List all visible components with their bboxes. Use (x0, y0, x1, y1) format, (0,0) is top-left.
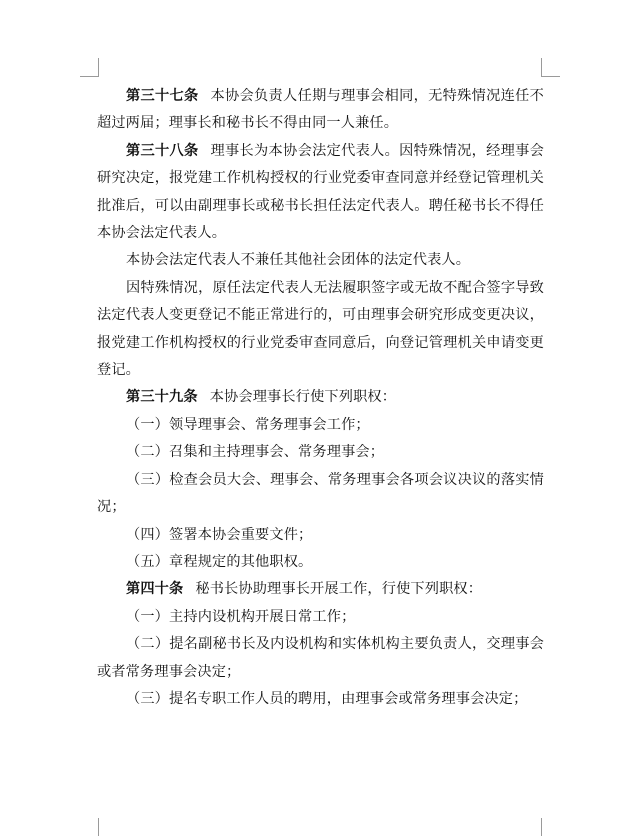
article-text: 理事长为本协会法定代表人。因特殊情况，经理事会研究决定，报党建工作机构授权的行业党委审查同意并经登记管理机关批准后，可以由副理事长或秘书长担任法定代表人。聘任秘书长不得任本协会法定代表人。 (97, 142, 544, 242)
list-item (97, 549, 544, 576)
margin-marker-bottom-left (80, 818, 99, 836)
list-item-text: （二）提名副秘书长及内设机构和实体机构主要负责人，交理事会或者常务理事会决定； (97, 636, 544, 680)
list-item (97, 604, 544, 631)
list-item-text: （四）签署本协会重要文件； (126, 526, 313, 543)
list-item-text: （五）章程规定的其他职权。 (126, 553, 313, 570)
margin-marker-top-left (80, 58, 99, 77)
document-body (97, 83, 544, 713)
paragraph (97, 275, 544, 385)
list-item (97, 686, 544, 713)
article-38 (97, 138, 544, 248)
paragraph-text: 本协会法定代表人不兼任其他社会团体的法定代表人。 (126, 252, 471, 269)
margin-marker-top-right (541, 58, 560, 77)
article-text: 秘书长协助理事长开展工作，行使下列职权： (195, 581, 483, 598)
list-item-text: （一）主持内设机构开展日常工作； (126, 608, 356, 625)
paragraph-text: 因特殊情况，原任法定代表人无法履职签字或无故不配合签字导致法定代表人变更登记不能正常进行的，可由理事会研究形成变更决议，报党建工作机构授权的行业党委审查同意后，向登记管理机关申请变更登记。 (97, 279, 544, 379)
article-text: 本协会理事长行使下列职权： (209, 389, 397, 406)
list-item-text: （三）提名专职工作人员的聘用，由理事会或常务理事会决定； (126, 690, 528, 707)
list-item (97, 439, 544, 466)
list-item-text: （三）检查会员大会、理事会、常务理事会各项会议决议的落实情况； (97, 471, 544, 516)
list-item (97, 522, 544, 549)
list-item (97, 467, 544, 522)
article-heading: 第三十八条 (126, 142, 199, 159)
article-40 (97, 576, 544, 603)
list-item (97, 631, 544, 686)
article-heading: 第三十九条 (126, 389, 198, 406)
article-heading: 第四十条 (126, 581, 184, 598)
paragraph (97, 247, 544, 274)
article-37 (97, 83, 544, 138)
article-heading: 第三十七条 (126, 88, 199, 104)
article-39 (97, 384, 544, 411)
margin-marker-bottom-right (541, 818, 560, 836)
list-item-text: （一）领导理事会、常务理事会工作； (126, 416, 370, 433)
list-item-text: （二）召集和主持理事会、常务理事会； (126, 444, 385, 461)
list-item (97, 412, 544, 439)
article-text: 本协会负责人任期与理事会相同，无特殊情况连任不超过两届；理事长和秘书长不得由同一人兼任。 (97, 88, 544, 132)
